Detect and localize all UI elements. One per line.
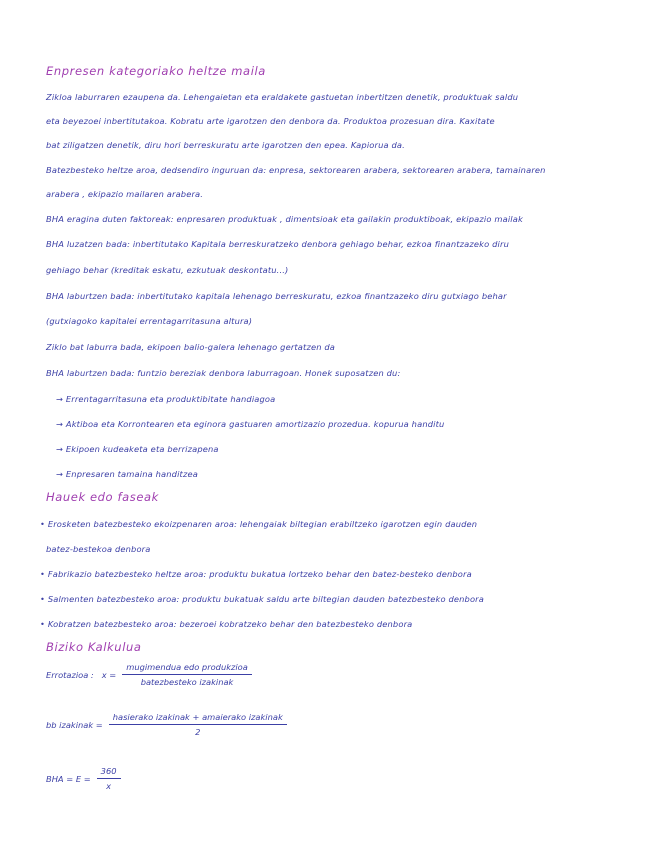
paragraph-line: BHA laburtzen bada: inbertitutako kapitala lehenago berreskuratu, ezkoa finantzazeko diru gutxiago behar: [46, 291, 507, 301]
section-heading-calculation: Biziko Kalkulua: [46, 640, 142, 654]
fraction-numerator: mugimendua edo produkzioa: [122, 662, 252, 675]
paragraph-line: BHA laburtzen bada: funtzio bereziak denbora laburragoan. Honek suposatzen du:: [46, 368, 401, 378]
fraction-numerator: hasierako izakinak + amaierako izakinak: [109, 712, 287, 725]
formula-rotation: [46, 662, 252, 687]
paragraph-line: eta beyezoei inbertitutakoa. Kobratu arte igarotzen den denbora da. Produktoa prozesuan dira. Kaxitate: [46, 116, 495, 126]
dot-list-item-continuation: batez-bestekoa denbora: [46, 544, 151, 554]
arrow-list-item: → Enpresaren tamaina handitzea: [56, 469, 198, 479]
fraction-denominator: 2: [195, 727, 201, 737]
arrow-list-item: → Ekipoen kudeaketa eta berrizapena: [56, 444, 219, 454]
dot-list-item: • Erosketen batezbesteko ekoizpenaren aroa: lehengaiak biltegian erabiltzeko igarotzen egin dauden: [40, 519, 478, 529]
paragraph-line: BHA luzatzen bada: inbertitutako Kapitala berreskuratzeko denbora gehiago behar, ezkoa finantzazeko diru: [46, 239, 509, 249]
formula-lhs: x =: [101, 669, 117, 680]
formula-label: BHA = E =: [46, 773, 91, 784]
paragraph-line: gehiago behar (kreditak eskatu, ezkutuak deskontatu...): [46, 265, 289, 275]
arrow-list-item: → Aktiboa eta Korrontearen eta eginora gastuaren amortizazio prozedua. kopurua handitu: [56, 419, 445, 429]
paragraph-line: Ziklo bat laburra bada, ekipoen balio-galera lehenago gertatzen da: [46, 342, 336, 352]
fraction: [97, 766, 121, 791]
fraction: [122, 662, 252, 687]
page-title: Enpresen kategoriako heltze maila: [46, 64, 266, 78]
formula-label: bb izakinak =: [46, 719, 103, 730]
paragraph-line: Batezbesteko heltze aroa, dedsendiro inguruan da: enpresa, sektorearen arabera, sektorearen arabera, tamainaren: [46, 165, 546, 175]
formula-bha: [46, 766, 121, 791]
fraction-denominator: batezbesteko izakinak: [140, 677, 234, 687]
paragraph-line: arabera , ekipazio mailaren arabera.: [46, 189, 204, 199]
dot-list-item: • Kobratzen batezbesteko aroa: bezeroei kobratzeko behar den batezbesteko denbora: [40, 619, 413, 629]
formula-average-stock: [46, 712, 287, 737]
paragraph-line: (gutxiagoko kapitalei errentagarritasuna altura): [46, 316, 253, 326]
fraction: [109, 712, 287, 737]
paragraph-line: BHA eragina duten faktoreak: enpresaren produktuak , dimentsioak eta gailakin produktiboak, ekipazio mailak: [46, 214, 523, 224]
paragraph-line: bat ziligatzen denetik, diru hori berreskuratu arte igarotzen den epea. Kapiorua da.: [46, 140, 405, 150]
fraction-numerator: 360: [97, 766, 121, 779]
paragraph-line: Zikloa laburraren ezaupena da. Lehengaietan eta eraldakete gastuetan inbertitzen denetik, produktuak saldu: [46, 92, 519, 102]
section-heading-phases: Hauek edo faseak: [46, 490, 159, 504]
dot-list-item: • Fabrikazio batezbesteko heltze aroa: produktu bukatua lortzeko behar den batez-besteko denbora: [40, 569, 472, 579]
arrow-list-item: → Errentagarritasuna eta produktibitate handiagoa: [56, 394, 276, 404]
dot-list-item: • Salmenten batezbesteko aroa: produktu bukatuak saldu arte biltegian dauden batezbesteko denbora: [40, 594, 484, 604]
formula-label: Errotazioa :: [46, 669, 94, 680]
fraction-denominator: x: [106, 781, 112, 791]
